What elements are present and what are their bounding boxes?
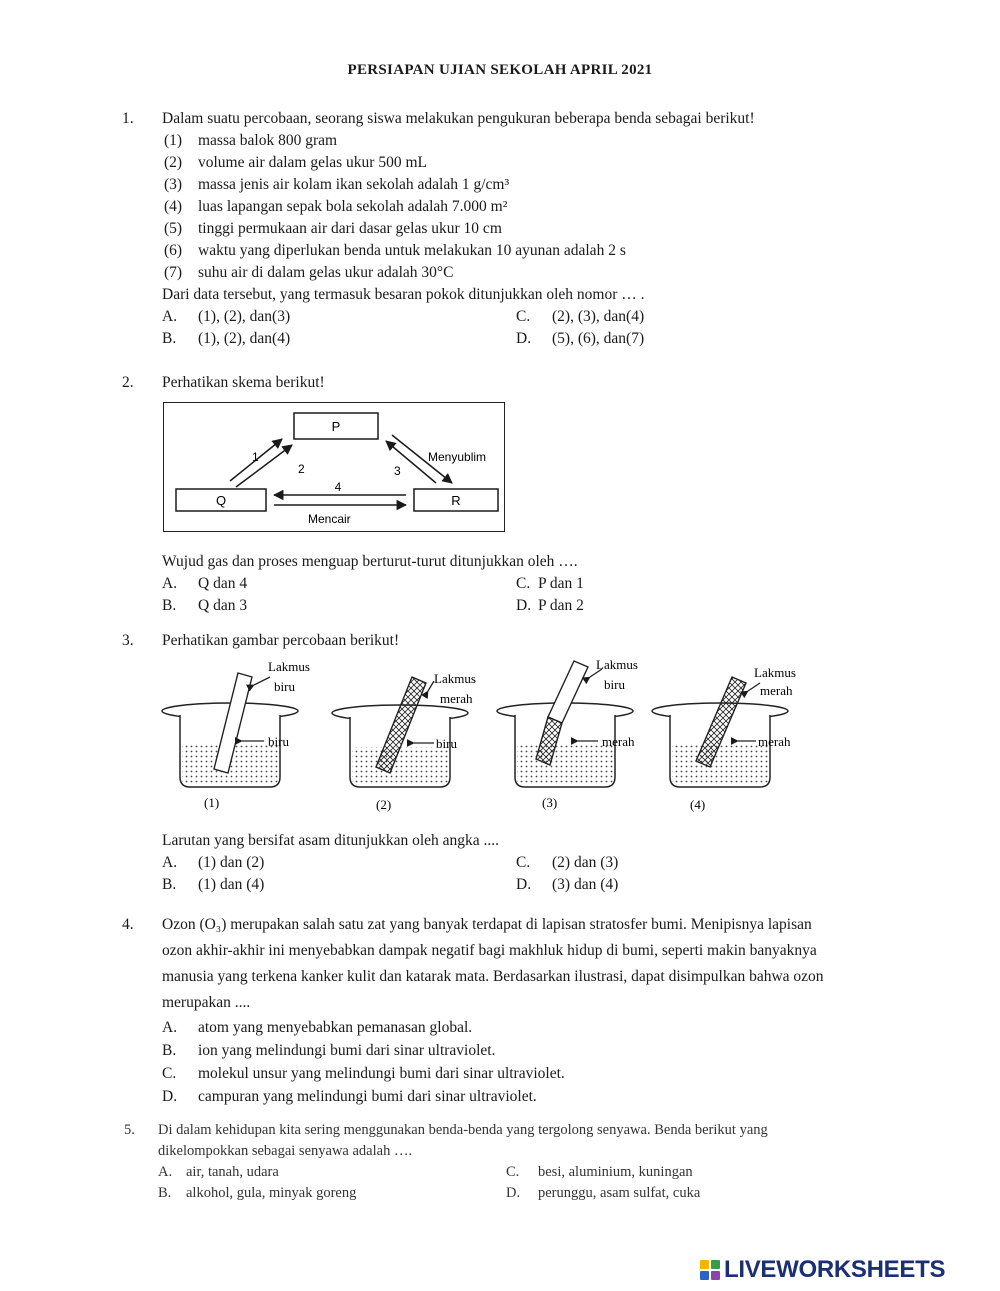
item-tag: (2) [164,154,183,171]
option-text: air, tanah, udara [186,1164,279,1180]
list-item [162,130,862,152]
option-text: (5), (6), dan(7) [552,330,645,347]
option-letter: D. [162,1088,178,1105]
beaker-4 [652,665,796,812]
label-lakmus: Lakmus [434,671,476,686]
option-b[interactable]: B. (1) dan (4) [162,876,265,893]
question-prompt: Larutan yang bersifat asam ditunjukkan oleh angka .... [162,832,500,849]
label-3: 3 [394,464,401,478]
figure-caption: (3) [542,795,558,810]
option-text: P dan 1 [538,575,584,592]
option-text: (1) dan (4) [198,876,265,893]
option-text: molekul unsur yang melindungi bumi dari sinar ultraviolet. [198,1065,565,1082]
option-text: Q dan 3 [198,597,248,614]
label-2: 2 [298,462,305,476]
option-a[interactable]: A. air, tanah, udara [158,1164,279,1180]
beaker-2 [332,671,476,812]
list-item [162,196,862,218]
scheme-diagram [164,403,504,531]
figure-caption: (4) [690,797,706,812]
label-result-color: biru [436,736,457,751]
option-text: Q dan 4 [198,575,248,592]
question-2 [122,372,862,394]
question-number: 4. [122,916,134,933]
item-tag: (6) [164,242,183,259]
options [162,306,862,350]
list-item [162,174,862,196]
option-b[interactable]: B. (1), (2), dan(4) [162,330,291,347]
option-a[interactable]: A. (1) dan (2) [162,854,265,871]
question-5 [124,1120,878,1206]
label-r: R [451,493,461,508]
item-text: massa balok 800 gram [198,132,338,149]
label-litmus-color: merah [760,683,793,698]
label-1: 1 [252,450,259,464]
arrow-2 [236,445,292,487]
question-line: dikelompokkan sebagai senyawa adalah …. [158,1143,413,1159]
option-d[interactable]: D. (3) dan (4) [516,876,619,893]
beaker-3 [497,657,638,810]
label-q: Q [215,493,227,508]
option-text: (2) dan (3) [552,854,619,871]
item-tag: (5) [164,220,183,237]
list-item [162,152,862,174]
item-tag: (4) [164,198,183,215]
option-d[interactable]: D. perunggu, asam sulfat, cuka [506,1185,701,1201]
question-number: 3. [122,632,134,649]
question-prompt: Dari data tersebut, yang termasuk besaran pokok ditunjukkan oleh nomor … . [162,286,645,303]
item-text: tinggi permukaan air dari dasar gelas ukur 10 cm [198,220,502,237]
question-number: 5. [124,1122,135,1138]
item-text: massa jenis air kolam ikan sekolah adalah 1 g/cm³ [198,176,510,193]
option-text: ion yang melindungi bumi dari sinar ultraviolet. [198,1042,496,1059]
label-litmus-color: biru [274,679,295,694]
option-c[interactable]: C. (2), (3), dan(4) [516,308,645,325]
option-text: atom yang menyebabkan pemanasan global. [198,1019,473,1036]
option-c[interactable]: C. besi, aluminium, kuningan [506,1164,693,1180]
question-line: manusia yang terkena kanker kulit dan katarak mata. Berdasarkan ilustrasi, dapat disimpulkan bahwa ozon [162,968,824,985]
label-result-color: biru [268,734,289,749]
option-letter: B. [162,1042,177,1059]
logo-grid-icon [700,1260,720,1280]
list-item [162,218,862,240]
option-text: (1), (2), dan(4) [198,330,291,347]
state-change-scheme [163,402,505,532]
litmus-experiment-figure [150,655,850,815]
question-3-body [162,830,862,896]
option-text: P dan 2 [538,597,584,614]
question-number: 2. [122,374,134,391]
label-mencair: Mencair [308,512,351,526]
question-number: 1. [122,110,134,127]
list-item [162,240,862,262]
logo-square [711,1260,720,1269]
option-text: (3) dan (4) [552,876,619,893]
logo-square [700,1271,709,1280]
label-4: 4 [334,480,342,494]
option-text: (1) dan (2) [198,854,265,871]
question-stem: Perhatikan skema berikut! [162,374,325,391]
option-text: (2), (3), dan(4) [552,308,645,325]
question-stem: Dalam suatu percobaan, seorang siswa melakukan pengukuran beberapa benda sebagai berikut! [162,110,755,127]
question-line: Di dalam kehidupan kita sering menggunakan benda-benda yang tergolong senyawa. Benda berikut yang [158,1122,768,1138]
question-1 [122,108,862,350]
option-a[interactable] [162,1016,877,1039]
liveworksheets-logo [700,1254,992,1286]
litmus-figures [150,655,850,815]
option-b[interactable]: B. alkohol, gula, minyak goreng [158,1185,357,1201]
option-letter: C. [162,1065,177,1082]
beaker-1 [162,659,310,810]
label-litmus-color: merah [440,691,473,706]
label-p: P [331,419,341,434]
option-text: perunggu, asam sulfat, cuka [538,1185,701,1201]
label-lakmus: Lakmus [754,665,796,680]
label-lakmus: Lakmus [268,659,310,674]
option-d[interactable]: D. (5), (6), dan(7) [516,330,645,347]
option-d[interactable] [162,1085,877,1108]
item-tag: (1) [164,132,183,149]
question-4 [122,912,877,1108]
label-result-color: merah [602,734,635,749]
figure-caption: (2) [376,797,392,812]
logo-square [700,1260,709,1269]
figure-caption: (1) [204,795,220,810]
item-text: waktu yang diperlukan benda untuk melakukan 10 ayunan adalah 2 s [198,242,626,259]
options [158,1162,878,1206]
options [162,852,862,896]
option-text: campuran yang melindungi bumi dari sinar ultraviolet. [198,1088,537,1105]
item-tag: (7) [164,264,183,281]
question-line: ozon akhir-akhir ini menyebabkan dampak negatif bagi makhluk hidup di bumi, seperti makin banyaknya [162,942,817,959]
question-line: Ozon (O₃) merupakan salah satu zat yang banyak terdapat di lapisan stratosfer bumi. Menipisnya lapisan [162,916,812,933]
list-item [162,262,862,284]
option-b[interactable]: B. Q dan 3 [162,597,248,614]
option-text: alkohol, gula, minyak goreng [186,1185,357,1201]
option-a[interactable]: A. Q dan 4 [162,575,248,592]
label-lakmus: Lakmus [596,657,638,672]
option-b[interactable] [162,1039,877,1062]
label-litmus-color: biru [604,677,625,692]
logo-square [711,1271,720,1280]
option-letter: A. [162,1019,178,1036]
option-text: besi, aluminium, kuningan [538,1164,693,1180]
question-3 [122,630,862,652]
options [162,573,862,617]
option-c[interactable]: C. P dan 1 [516,575,584,592]
question-stem: Perhatikan gambar percobaan berikut! [162,632,400,649]
question-line: merupakan .... [162,994,251,1011]
label-result-color: merah [758,734,791,749]
label-menyublim: Menyublim [428,450,487,464]
option-c[interactable] [162,1062,877,1085]
item-text: suhu air di dalam gelas ukur adalah 30°C [198,264,454,281]
option-d[interactable]: D. P dan 2 [516,597,584,614]
item-tag: (3) [164,176,183,193]
option-a[interactable]: A. (1), (2), dan(3) [162,308,291,325]
logo-text: LIVEWORKSHEETS [724,1256,946,1283]
question-2-body [162,551,862,617]
question-prompt: Wujud gas dan proses menguap berturut-turut ditunjukkan oleh …. [162,553,578,570]
option-text: (1), (2), dan(3) [198,308,291,325]
item-text: luas lapangan sepak bola sekolah adalah 7.000 m² [198,198,508,215]
page-title: PERSIAPAN UJIAN SEKOLAH APRIL 2021 [347,62,653,78]
item-text: volume air dalam gelas ukur 500 mL [198,154,427,171]
option-c[interactable]: C. (2) dan (3) [516,854,619,871]
